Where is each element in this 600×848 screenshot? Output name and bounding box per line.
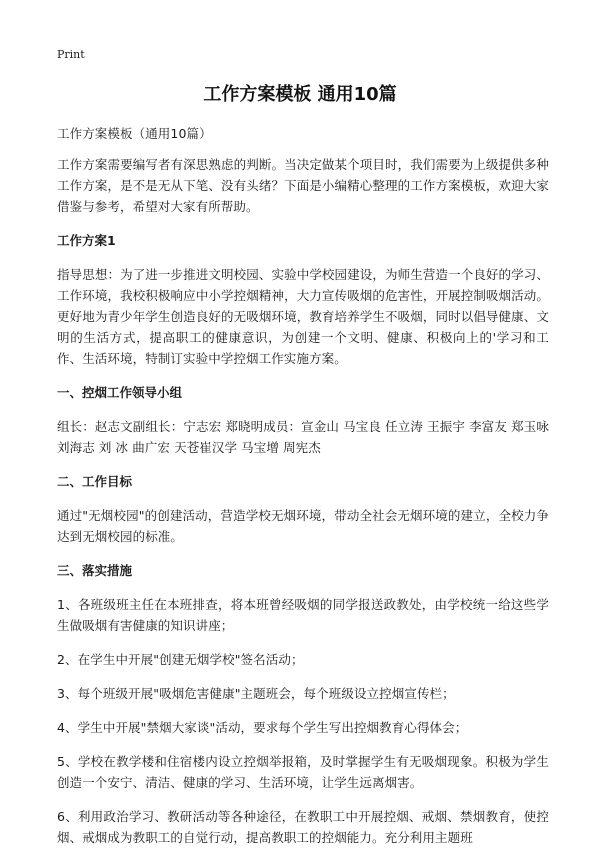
print-label: Print — [57, 48, 85, 61]
goal-paragraph: 通过"无烟校园"的创建活动，营造学校无烟环境，带动全社会无烟环境的建立，全校力争达到无烟校园的标准。 — [57, 508, 549, 544]
intro-paragraph: 工作方案需要编写者有深思熟虑的判断。当决定做某个项目时，我们需要为上级提供多种工作方案，是不是无从下笔、没有头绪？下面是小编精心整理的工作方案模板，欢迎大家借鉴与参考，希望对大家有所帮助。 — [57, 157, 549, 214]
measure-item: 4、学生中开展"禁烟大家谈"活动，要求每个学生写出控烟教育心得体会； — [57, 720, 468, 735]
guiding-thought-paragraph: 指导思想：为了进一步推进文明校园、实验中学校园建设，为师生营造一个良好的学习、工作环境，我校积极响应中小学控烟精神，大力宣传吸烟的危害性，开展控制吸烟活动。更好地为青少年学生创造良好的无吸烟环境，教育培养学生不吸烟，同时以倡导健康、文明的生活方式，提高职工的健康意识，为创建一个文明、健康、积极向上的'学习和工作、生活环境，特制订实验中学控烟工作实施方案。 — [57, 267, 549, 366]
document-title: 工作方案模板 通用10篇 — [203, 84, 397, 105]
measure-item: 3、每个班级开展"吸烟危害健康"主题班会，每个班级设立控烟宣传栏； — [57, 686, 455, 701]
document-subtitle: 工作方案模板（通用10篇） — [57, 126, 212, 141]
leadership-paragraph: 组长：赵志文副组长：宁志宏 郑晓明成员：宣金山 马宝良 任立涛 王振宇 李富友 郑玉咏刘海志 刘 冰 曲广宏 天苍崔汉学 马宝增 周宪杰 — [57, 419, 549, 455]
heading-leadership-group: 一、控烟工作领导小组 — [57, 385, 183, 400]
section-heading-plan-1: 工作方案1 — [57, 233, 116, 248]
heading-work-goal: 二、工作目标 — [57, 474, 133, 489]
measure-item: 2、在学生中开展"创建无烟学校"签名活动； — [57, 652, 304, 667]
heading-measures: 三、落实措施 — [57, 563, 133, 578]
document-body — [57, 123, 549, 848]
measure-item: 1、各班级班主任在本班排查，将本班曾经吸烟的同学报送政教处，由学校统一给这些学生做吸烟有害健康的知识讲座； — [57, 597, 549, 633]
measure-item: 6、利用政治学习、教研活动等各种途径，在教职工中开展控烟、戒烟、禁烟教育，使控烟、戒烟成为教职工的自觉行动，提高教职工的控烟能力。充分利用主题班 — [57, 809, 549, 845]
measure-item: 5、学校在教学楼和住宿楼内设立控烟举报箱，及时掌握学生有无吸烟现象。积极为学生创造一个安宁、清洁、健康的学习、生活环境，让学生远离烟害。 — [57, 754, 549, 790]
